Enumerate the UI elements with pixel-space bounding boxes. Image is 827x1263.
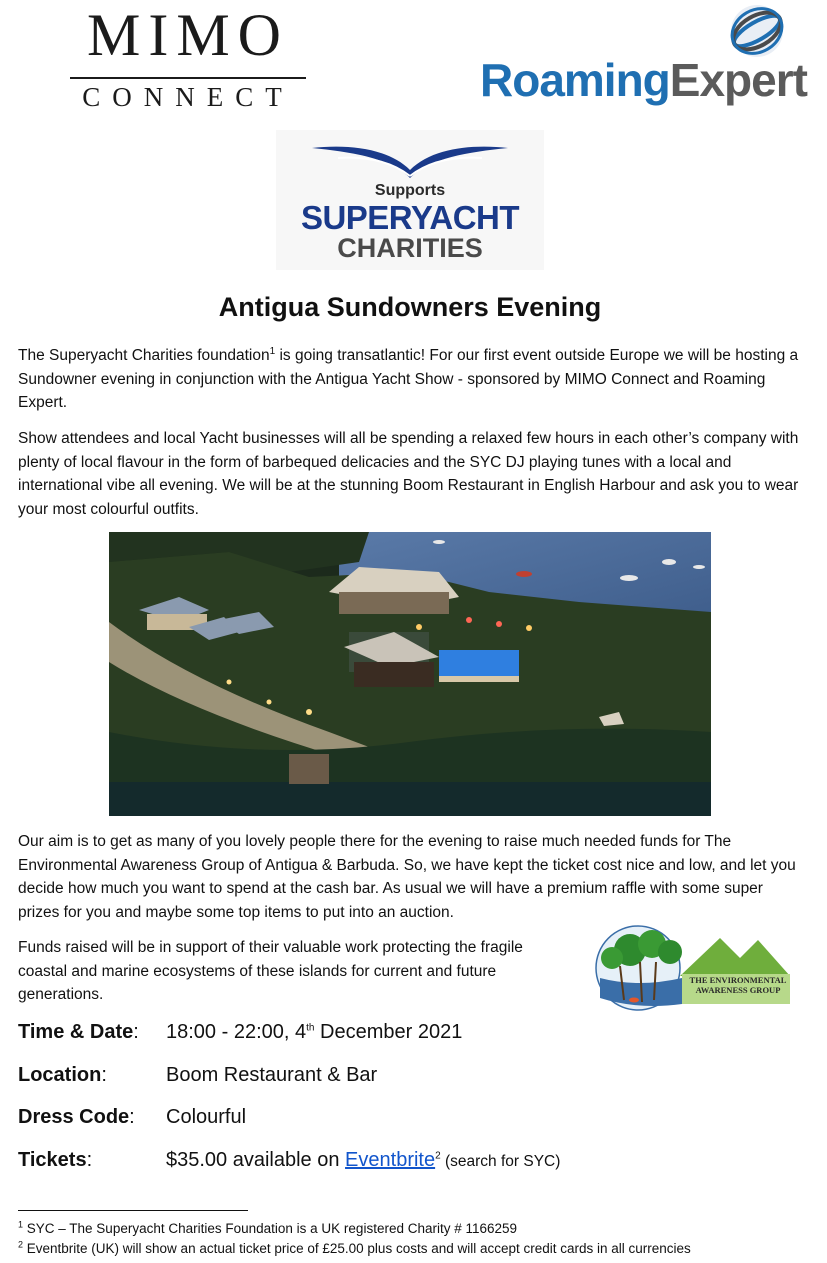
eventbrite-link[interactable]: Eventbrite (345, 1149, 436, 1171)
intro-text-cont: is going transatlantic! For our first event outside Europe we will be hosting a Sundowner evening in conjunction with the Antigua Yacht Show - sponsored by MIMO Connect and Roaming Expert. (18, 347, 799, 411)
page-title: Antigua Sundowners Evening (218, 292, 602, 322)
location-value: Boom Restaurant & Bar (166, 1064, 378, 1086)
syc-wings-icon (308, 140, 512, 184)
footnote-1: $^1$ SYC – The Superyacht Charities Foundation is a UK registered Charity # 1166259 (18, 1219, 518, 1236)
roaming-logo-part1: Roaming (480, 54, 670, 106)
footnote-ref-2: 2 (435, 1150, 441, 1162)
event-description-paragraph: Show attendees and local Yacht businesses will all be spending a relaxed few hours in each other’s company with plenty of local flavour in the form of barbequed delicacies and the SYC DJ playing tunes with a local and international vibe all evening. We will be at the stunning Boom Restaurant in English Harbour and ask you to wear your most colourful outfits. (18, 430, 799, 518)
syc-charities-text: CHARITIES (337, 233, 483, 263)
tickets-search-note: (search for SYC) (440, 1153, 561, 1170)
footnote-2: $^2$ Eventbrite (UK) will show an actual ticket price of £25.00 plus costs and will accept credit cards in all currencies (18, 1239, 691, 1256)
date-ordinal-suffix: th (306, 1022, 315, 1034)
location-label: Location: (18, 1064, 107, 1086)
syc-superyacht-text: SUPERYACHT (300, 199, 520, 236)
ega-logo-text-line2: AWARENESS GROUP (695, 985, 781, 995)
environmental-awareness-group-logo (590, 918, 796, 1014)
dress-code-label: Dress Code: (18, 1106, 135, 1128)
funds-paragraph: Funds raised will be in support of their valuable work protecting the fragile coastal and marine ecosystems of these islands for current and future generations. (18, 939, 523, 1003)
intro-paragraph (18, 344, 808, 415)
ega-logo-graphic (590, 918, 796, 1014)
roaming-expert-logo (480, 52, 807, 108)
tickets-label: Tickets: (18, 1149, 93, 1171)
mimo-logo-rule (70, 77, 306, 79)
intro-text: The Superyacht Charities foundation (18, 347, 270, 364)
ega-logo-text-line1: THE ENVIRONMENTAL (689, 975, 787, 985)
mimo-connect-logo: MIMO (86, 2, 289, 68)
venue-aerial-photo (109, 532, 711, 816)
aim-paragraph: Our aim is to get as many of you lovely people there for the evening to raise much needed funds for The Environmental Awareness Group of Antigua & Barbuda. So, we have kept the ticket cost nice and low, and let you decide how much you want to spend at the cash bar. As usual we will have a premium raffle with some super prizes for you and maybe some top items to put into an auction. (18, 833, 796, 921)
dress-code-value: Colourful (166, 1106, 247, 1128)
mimo-connect-logo-subtitle: CONNECT (82, 82, 294, 112)
footnote-ref-1: 1 (269, 345, 276, 357)
syc-supports-text: Supports (374, 182, 446, 199)
footnote-separator (18, 1210, 248, 1211)
tickets-value: $35.00 available on Eventbrite$^2$ (search for SYC) (166, 1149, 561, 1171)
roaming-logo-part2: Expert (669, 54, 807, 106)
time-date-label: Time & Date: (18, 1021, 139, 1043)
time-date-value: 18:00 - 22:00, 4th December 2021 (166, 1021, 463, 1043)
